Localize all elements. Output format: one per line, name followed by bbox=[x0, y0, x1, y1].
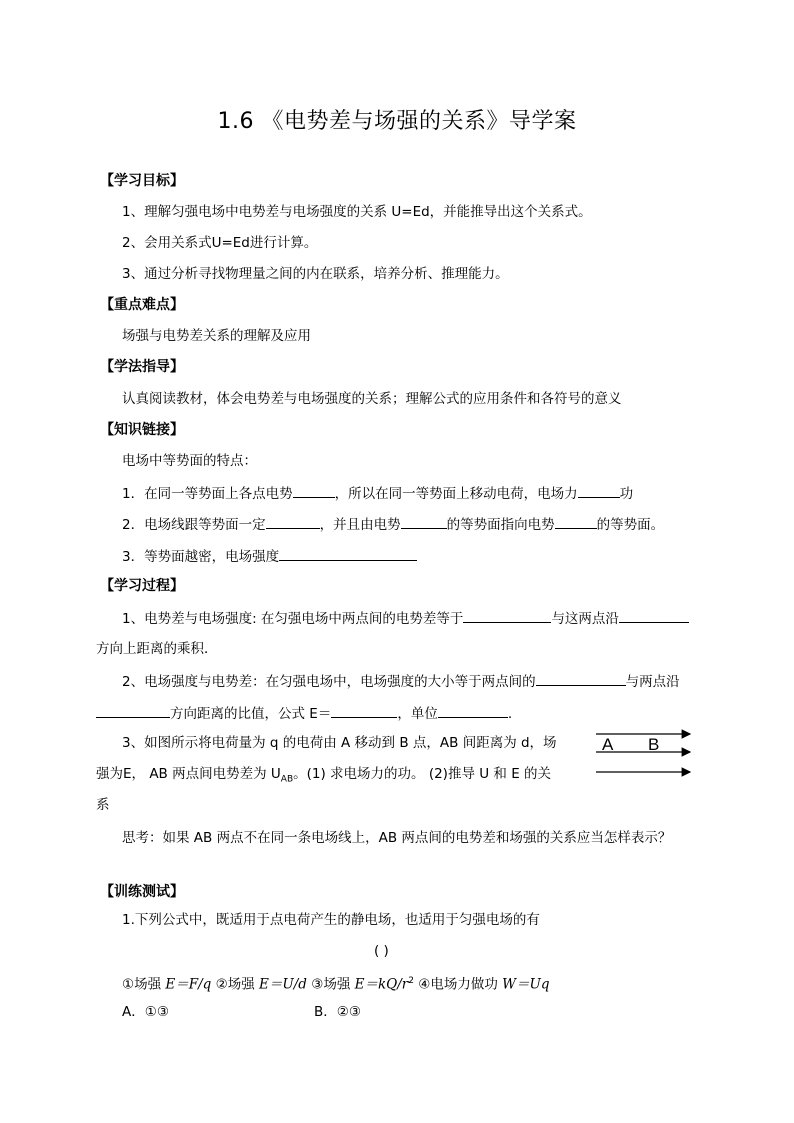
text-fragment: 2．电场线跟等势面一定 bbox=[122, 517, 266, 533]
text-fragment: 的等势面。 bbox=[596, 517, 665, 533]
fill-blank bbox=[463, 608, 551, 623]
think-question: 思考：如果 AB 两点不在同一条电场线上，AB 两点间的电势差和场强的关系应当怎样表示？ bbox=[122, 830, 672, 846]
text-fragment: 3．等势面越密，电场强度 bbox=[122, 549, 280, 565]
fill-blank bbox=[401, 514, 447, 529]
text-fragment: ，单位 bbox=[397, 706, 438, 722]
fill-blank bbox=[619, 608, 689, 623]
section-heading-process: 【学习过程】 bbox=[100, 578, 184, 594]
text-fragment: ③场强 bbox=[306, 976, 355, 993]
fill-blank bbox=[578, 483, 620, 498]
fill-blank bbox=[536, 671, 626, 686]
text-fragment: ②场强 bbox=[211, 976, 260, 993]
formula-options bbox=[122, 972, 550, 994]
section-heading-exercise: 【训练测试】 bbox=[100, 884, 184, 900]
fill-blank bbox=[331, 703, 397, 718]
question-1: 1.下列公式中，既适用于点电荷产生的静电场，也适用于匀强电场的有 bbox=[122, 912, 540, 928]
formula: E＝kQ/r bbox=[354, 976, 409, 993]
text-fragment: 方向距离的比值，公式 E＝ bbox=[170, 706, 332, 722]
section-heading-method: 【学法指导】 bbox=[100, 359, 184, 375]
objective-3: 3、通过分析寻找物理量之间的内在联系，培养分析、推理能力。 bbox=[122, 266, 509, 282]
process-item-3-line-3: 系 bbox=[96, 797, 110, 813]
text-fragment: 功 bbox=[619, 486, 634, 502]
text-fragment: ④电场力做功 bbox=[413, 976, 503, 993]
text-fragment: 。(1) 求电场力的功。 (2)推导 U 和 E 的关 bbox=[293, 766, 552, 782]
fill-blank bbox=[293, 483, 335, 498]
text-fragment: ，所以在同一等势面上移动电荷，电场力 bbox=[334, 486, 578, 502]
formula: E＝F/q bbox=[165, 976, 212, 993]
text-fragment: 2、电场强度与电势差：在匀强电场中，电场强度的大小等于两点间的 bbox=[122, 674, 536, 690]
option-b: B．②③ bbox=[314, 1004, 361, 1020]
text-fragment: 1、电势差与电场强度: 在匀强电场中两点间的电势差等于 bbox=[122, 611, 464, 627]
section-heading-key-points: 【重点难点】 bbox=[100, 297, 184, 313]
method-text: 认真阅读教材，体会电势差与电场强度的关系；理解公式的应用条件和各符号的意义 bbox=[122, 391, 622, 407]
fill-blank bbox=[266, 514, 320, 529]
fill-blank bbox=[96, 703, 170, 718]
fill-blank bbox=[438, 703, 508, 718]
objective-1: 1、理解匀强电场中电势差与电场强度的关系 U=Ed，并能推导出这个关系式。 bbox=[122, 204, 592, 220]
text-fragment: 与这两点沿 bbox=[551, 611, 619, 627]
text-fragment: ，并且由电势 bbox=[319, 517, 401, 533]
knowledge-item-3 bbox=[122, 546, 417, 566]
fill-blank bbox=[555, 514, 597, 529]
process-item-3-line-1: 3、如图所示将电荷量为 q 的电荷由 A 移动到 B 点，AB 间距离为 d，场 bbox=[122, 735, 557, 751]
process-item-1-line-2: 方向上距离的乘积． bbox=[96, 641, 218, 657]
text-fragment: . bbox=[507, 706, 513, 722]
process-item-1-line-1 bbox=[122, 608, 689, 628]
knowledge-item-1 bbox=[122, 483, 633, 503]
process-item-2-line-2 bbox=[96, 703, 512, 723]
text-fragment: 1．在同一等势面上各点电势 bbox=[122, 486, 293, 502]
page-title: 1.6 《电势差与场强的关系》导学案 bbox=[217, 109, 577, 134]
process-item-3-line-2 bbox=[96, 765, 551, 789]
formula: W＝Uq bbox=[502, 976, 550, 993]
fill-blank bbox=[279, 546, 417, 561]
subscript: AB bbox=[280, 774, 294, 785]
text-fragment: 与两点沿 bbox=[625, 674, 680, 690]
formula: E＝U/d bbox=[259, 976, 307, 993]
process-item-2-line-1 bbox=[122, 671, 680, 691]
text-fragment: 强为E， AB 两点间电势差为 U bbox=[96, 766, 281, 782]
electric-field-figure bbox=[592, 726, 702, 786]
knowledge-intro: 电场中等势面的特点： bbox=[122, 453, 257, 469]
text-fragment: 的等势面指向电势 bbox=[446, 517, 555, 533]
point-b-label: B bbox=[648, 735, 660, 754]
text-fragment: ①场强 bbox=[122, 976, 166, 993]
knowledge-item-2 bbox=[122, 514, 664, 534]
objective-2: 2、会用关系式U=Ed进行计算。 bbox=[122, 235, 318, 251]
point-a-label: A bbox=[602, 735, 614, 754]
option-a: A．①③ bbox=[122, 1004, 169, 1020]
key-points-text: 场强与电势差关系的理解及应用 bbox=[122, 328, 311, 344]
section-heading-objectives: 【学习目标】 bbox=[100, 173, 184, 189]
section-heading-knowledge: 【知识链接】 bbox=[100, 422, 184, 438]
superscript: 2 bbox=[408, 976, 414, 986]
answer-parentheses: ( ) bbox=[374, 943, 389, 959]
